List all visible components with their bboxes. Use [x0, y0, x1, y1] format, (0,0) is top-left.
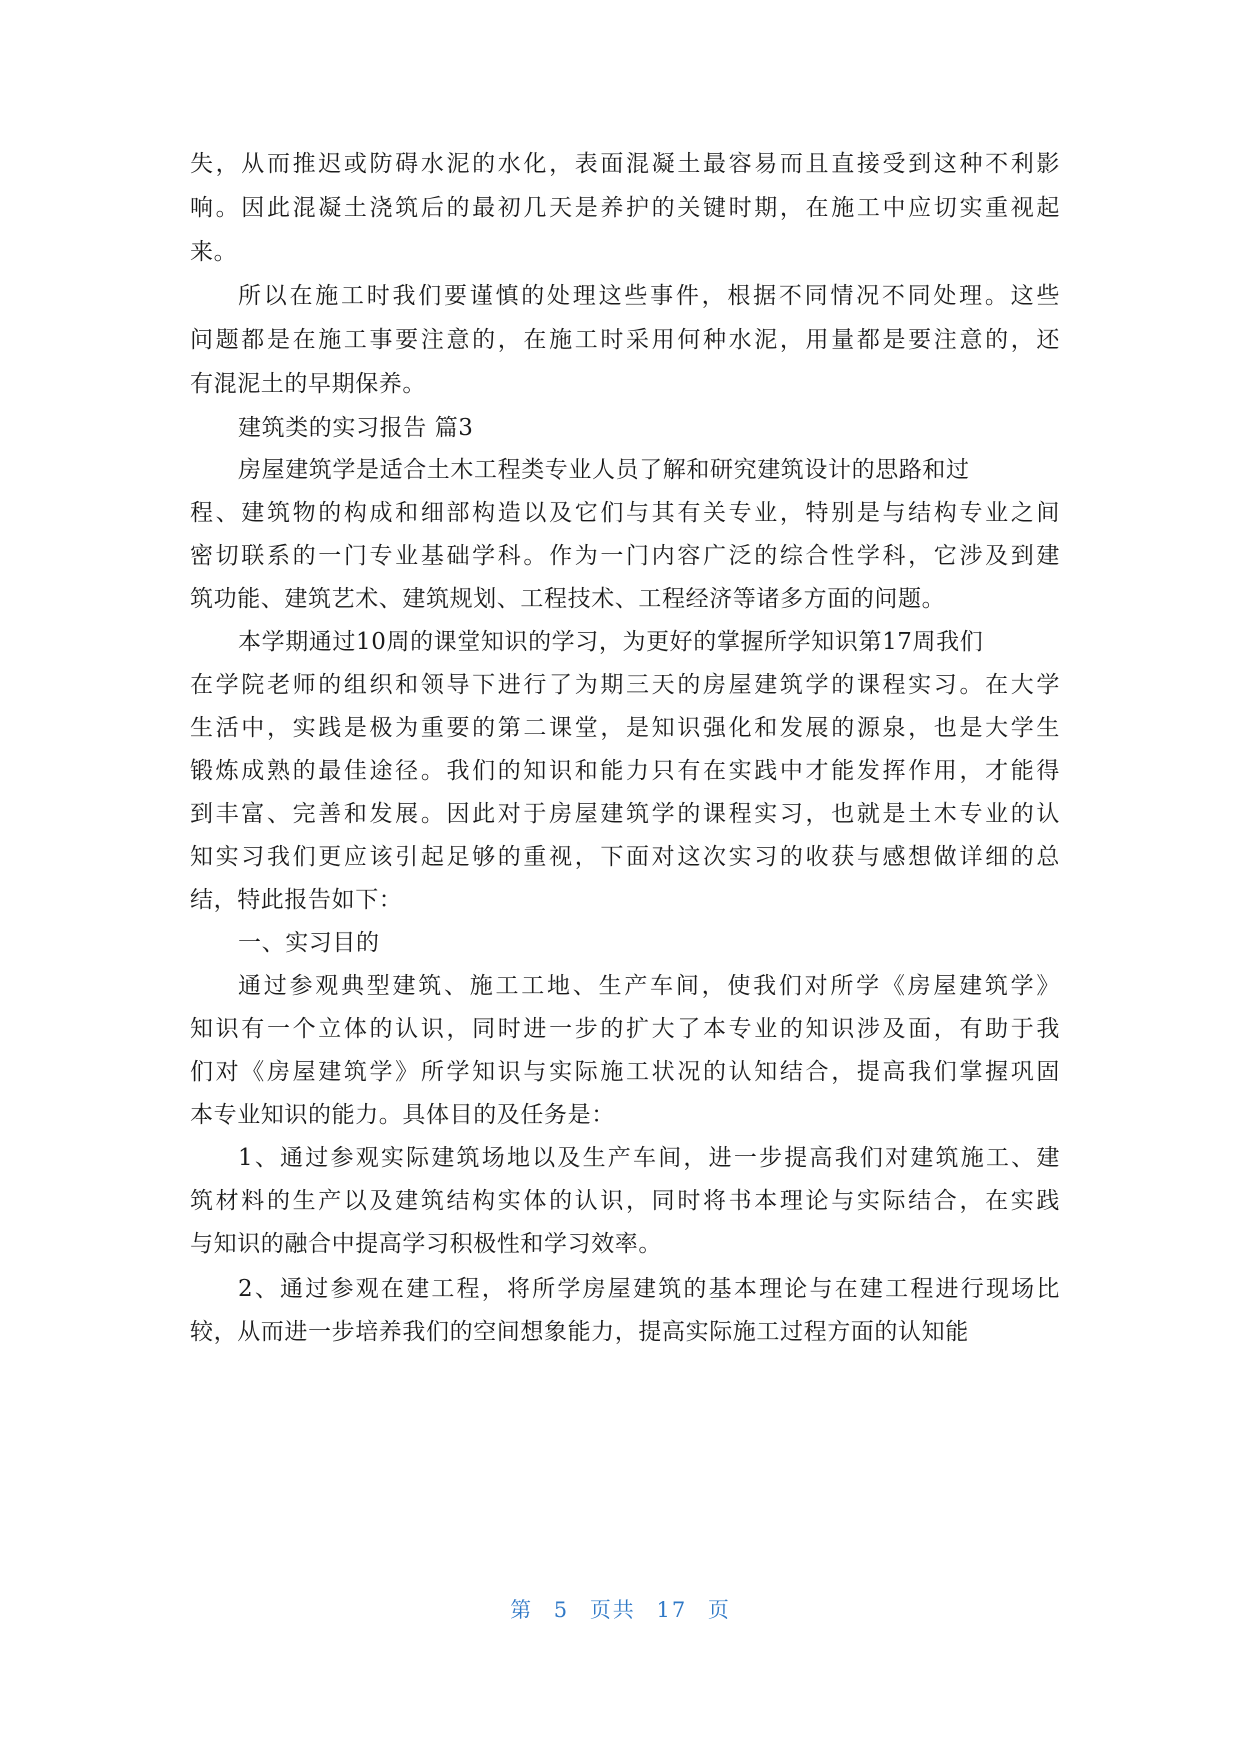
text-line: 失，从而推迟或防碍水泥的水化，表面混凝土最容易而且直接受到这种不利影: [190, 151, 1060, 177]
footer-prefix: 第: [510, 1598, 534, 1622]
text-line: 1、通过参观实际建筑场地以及生产车间，进一步提高我们对建筑施工、建: [238, 1145, 1060, 1171]
current-page-number: 5: [553, 1598, 570, 1622]
page-footer: [0, 1594, 1241, 1624]
footer-middle: 页共: [589, 1598, 636, 1622]
text-line: 结，特此报告如下：: [190, 887, 403, 913]
section-heading: 一、实习目的: [238, 930, 380, 956]
text-line: 知实习我们更应该引起足够的重视，下面对这次实习的收获与感想做详细的总: [190, 844, 1060, 870]
text-line: 本专业知识的能力。具体目的及任务是：: [190, 1102, 615, 1128]
total-page-number: 17: [656, 1598, 688, 1622]
text-line: 房屋建筑学是适合土木工程类专业人员了解和研究建筑设计的思路和过: [238, 457, 970, 483]
text-line: 通过参观典型建筑、施工工地、生产车间，使我们对所学《房屋建筑学》: [238, 973, 1060, 999]
text-line: 问题都是在施工事要注意的，在施工时采用何种水泥，用量都是要注意的，还: [190, 327, 1060, 353]
text-line: 筑功能、建筑艺术、建筑规划、工程技术、工程经济等诸多方面的问题。: [190, 586, 946, 612]
text-line: 有混泥土的早期保养。: [190, 371, 426, 397]
text-line: 密切联系的一门专业基础学科。作为一门内容广泛的综合性学科，它涉及到建: [190, 543, 1060, 569]
text-line: 到丰富、完善和发展。因此对于房屋建筑学的课程实习，也就是土木专业的认: [190, 801, 1060, 827]
text-line: 较，从而进一步培养我们的空间想象能力，提高实际施工过程方面的认知能: [190, 1319, 969, 1345]
text-line: 所以在施工时我们要谨慎的处理这些事件，根据不同情况不同处理。这些: [238, 283, 1060, 309]
text-line: 程、建筑物的构成和细部构造以及它们与其有关专业，特别是与结构专业之间: [190, 500, 1060, 526]
section-heading: 建筑类的实习报告 篇3: [238, 415, 474, 441]
text-line: 来。: [190, 239, 238, 265]
text-line: 2、通过参观在建工程，将所学房屋建筑的基本理论与在建工程进行现场比: [238, 1276, 1060, 1302]
text-line: 响。因此混凝土浇筑后的最初几天是养护的关键时期，在施工中应切实重视起: [190, 195, 1060, 221]
text-line: 筑材料的生产以及建筑结构实体的认识，同时将书本理论与实际结合，在实践: [190, 1188, 1060, 1214]
text-line: 与知识的融合中提高学习积极性和学习效率。: [190, 1231, 662, 1257]
text-line: 知识有一个立体的认识，同时进一步的扩大了本专业的知识涉及面，有助于我: [190, 1016, 1060, 1042]
text-line: 本学期通过10周的课堂知识的学习，为更好的掌握所学知识第17周我们: [238, 629, 984, 655]
text-line: 锻炼成熟的最佳途径。我们的知识和能力只有在实践中才能发挥作用，才能得: [190, 758, 1060, 784]
footer-suffix: 页: [707, 1598, 731, 1622]
text-line: 在学院老师的组织和领导下进行了为期三天的房屋建筑学的课程实习。在大学: [190, 672, 1060, 698]
text-line: 生活中，实践是极为重要的第二课堂，是知识强化和发展的源泉，也是大学生: [190, 715, 1060, 741]
text-line: 们对《房屋建筑学》所学知识与实际施工状况的认知结合，提高我们掌握巩固: [190, 1059, 1060, 1085]
